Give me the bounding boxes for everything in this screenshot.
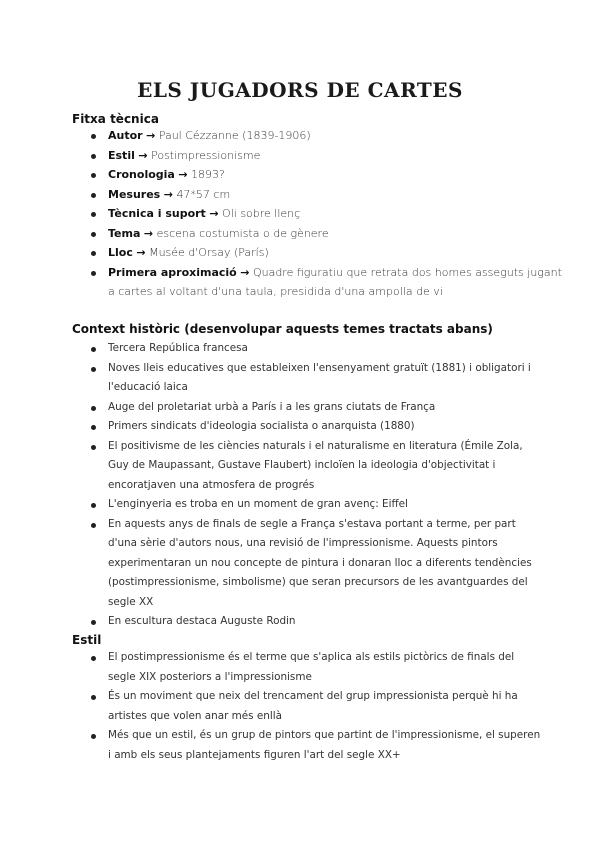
list-item: El positivisme de les ciències naturals i el naturalisme en literatura (Émile Zola, Guy de Maupassant, Gustave Flaubert) incloïen la ideologia d'objectivitat i encoratjaven una atmosfera de progrés <box>0 437 600 496</box>
context-list <box>0 339 600 632</box>
list-item: Tema → escena costumista o de gènere <box>0 224 600 244</box>
bullet-icon <box>91 212 96 217</box>
list-item: Tècnica i suport → Oli sobre llenç <box>0 204 600 224</box>
estil-list <box>0 648 600 765</box>
list-item: Auge del proletariat urbà a París i a les grans ciutats de França <box>0 398 600 418</box>
bullet-icon <box>91 173 96 178</box>
list-item: El postimpressionisme és el terme que s'aplica als estils pictòrics de finals del segle XIX posteriors a l'impressionisme <box>0 648 600 687</box>
bullet-icon <box>91 251 96 256</box>
list-item: L'enginyeria es troba en un moment de gran avenç: Eiffel <box>0 495 600 515</box>
list-item: En aquests anys de finals de segle a França s'estava portant a terme, per part d'una sèrie d'autors nous, una revisió de l'impressionisme. Aquests pintors experimentaran un nou concepte de pintura i donaran lloc a diferents tendències (postimpressionisme, simbolisme) que seran precursors de les avantguardes del segle XX <box>0 515 600 613</box>
bullet-icon <box>91 347 96 352</box>
fitxa-list <box>0 126 600 302</box>
bullet-icon <box>91 734 96 739</box>
page-title: ELS JUGADORS DE CARTES <box>137 78 463 102</box>
bullet-icon <box>91 503 96 508</box>
list-item: Primers sindicats d'ideologia socialista o anarquista (1880) <box>0 417 600 437</box>
bullet-icon <box>91 656 96 661</box>
bullet-icon <box>91 523 96 528</box>
bullet-icon <box>91 232 96 237</box>
bullet-icon <box>91 271 96 276</box>
bullet-icon <box>91 620 96 625</box>
list-item: Mesures → 47*57 cm <box>0 185 600 205</box>
bullet-icon <box>91 367 96 372</box>
bullet-icon <box>91 406 96 411</box>
list-item: En escultura destaca Auguste Rodin <box>0 612 600 632</box>
section-heading-fitxa: Fitxa tècnica <box>72 112 159 126</box>
section-heading-estil: Estil <box>72 633 102 647</box>
bullet-icon <box>91 695 96 700</box>
list-item: És un moviment que neix del trencament del grup impressionista perquè hi ha artistes que volen anar més enllà <box>0 687 600 726</box>
list-item: Autor → Paul Cézzanne (1839-1906) <box>0 126 600 146</box>
list-item: Primera aproximació → Quadre figuratiu que retrata dos homes asseguts jugant a cartes al voltant d'una taula, presidida d'una ampolla de vi <box>0 263 600 302</box>
bullet-icon <box>91 193 96 198</box>
bullet-icon <box>91 154 96 159</box>
list-item: Lloc → Musée d'Orsay (París) <box>0 243 600 263</box>
bullet-icon <box>91 425 96 430</box>
list-item: Noves lleis educatives que estableixen l'ensenyament gratuït (1881) i obligatori i l'educació laica <box>0 359 600 398</box>
bullet-icon <box>91 134 96 139</box>
list-item: Més que un estil, és un grup de pintors que partint de l'impressionisme, el superen i amb els seus plantejaments figuren l'art del segle XX+ <box>0 726 600 765</box>
section-heading-context: Context històric (desenvolupar aquests temes tractats abans) <box>72 322 493 336</box>
list-item: Estil → Postimpressionisme <box>0 146 600 166</box>
bullet-icon <box>91 445 96 450</box>
list-item: Cronologia → 1893? <box>0 165 600 185</box>
list-item: Tercera República francesa <box>0 339 600 359</box>
